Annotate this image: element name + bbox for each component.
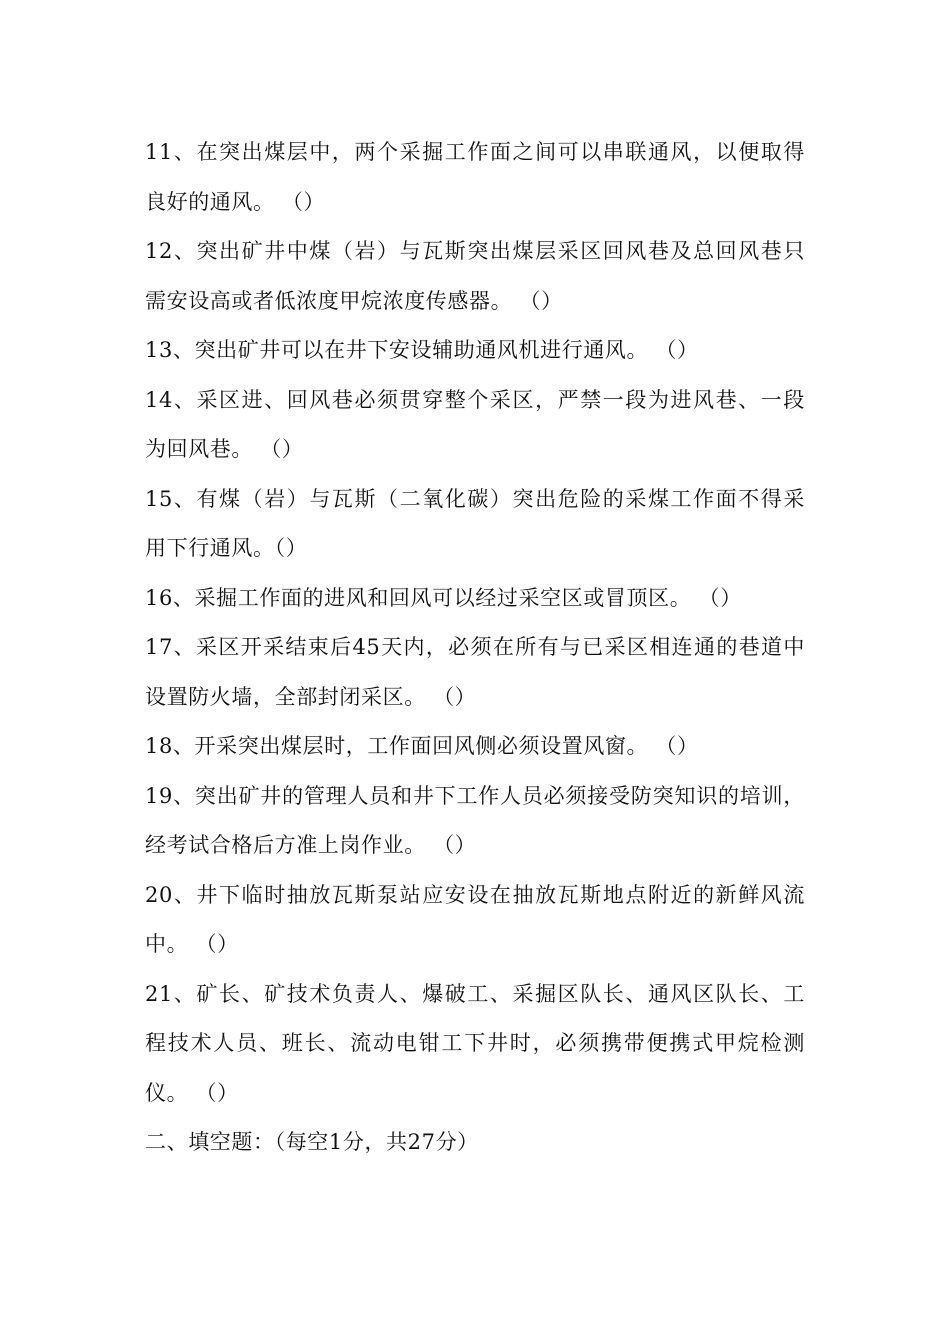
question-line: 仪。 （） (145, 1080, 239, 1105)
question-line: 12、突出矿井中煤（岩）与瓦斯突出煤层采区回风巷及总回风巷只 (145, 239, 805, 263)
question-line: 程技术人员、班长、流动电钳工下井时，必须携带便携式甲烷检测 (145, 1031, 805, 1055)
question-11 (145, 128, 805, 227)
question-15 (145, 475, 805, 574)
question-line: 13、突出矿井可以在井下安设辅助通风机进行通风。 （） (145, 338, 699, 362)
question-21 (145, 970, 805, 1119)
section-heading: 二、填空题：（每空1分，共27分） (145, 1130, 479, 1154)
question-line: 15、有煤（岩）与瓦斯（二氧化碳）突出危险的采煤工作面不得采 (145, 486, 805, 511)
question-20 (145, 871, 805, 970)
question-line: 经考试合格后方准上岗作业。 （） (145, 833, 477, 857)
question-line: 需安设高或者低浓度甲烷浓度传感器。 （） (145, 288, 563, 313)
question-12 (145, 227, 805, 326)
question-19 (145, 772, 805, 871)
question-line: 中。 （） (145, 932, 239, 956)
question-line: 16、采掘工作面的进风和回风可以经过采空区或冒顶区。 （） (145, 585, 742, 610)
question-line: 11、在突出煤层中，两个采掘工作面之间可以串联通风，以便取得 (145, 140, 805, 164)
question-line: 良好的通风。 （） (145, 189, 326, 214)
question-line: 为回风巷。 （） (145, 437, 304, 461)
question-line: 14、采区进、回风巷必须贯穿整个采区，严禁一段为进风巷、一段 (145, 387, 805, 412)
question-14 (145, 376, 805, 475)
question-16 (145, 574, 805, 624)
document-body (145, 128, 805, 1168)
question-17 (145, 623, 805, 722)
question-line: 设置防火墙，全部封闭采区。 （） (145, 684, 477, 709)
question-line: 用下行通风。（） (145, 536, 308, 560)
question-line: 17、采区开采结束后45天内，必须在所有与已采区相连通的巷道中 (145, 635, 805, 659)
question-line: 21、矿长、矿技术负责人、爆破工、采掘区队长、通风区队长、工 (145, 981, 805, 1006)
question-13 (145, 326, 805, 376)
question-line: 19、突出矿井的管理人员和井下工作人员必须接受防突知识的培训， (145, 783, 805, 808)
question-18 (145, 722, 805, 772)
question-line: 18、开采突出煤层时，工作面回风侧必须设置风窗。 （） (145, 734, 699, 758)
question-line: 20、井下临时抽放瓦斯泵站应安设在抽放瓦斯地点附近的新鲜风流 (145, 882, 805, 907)
